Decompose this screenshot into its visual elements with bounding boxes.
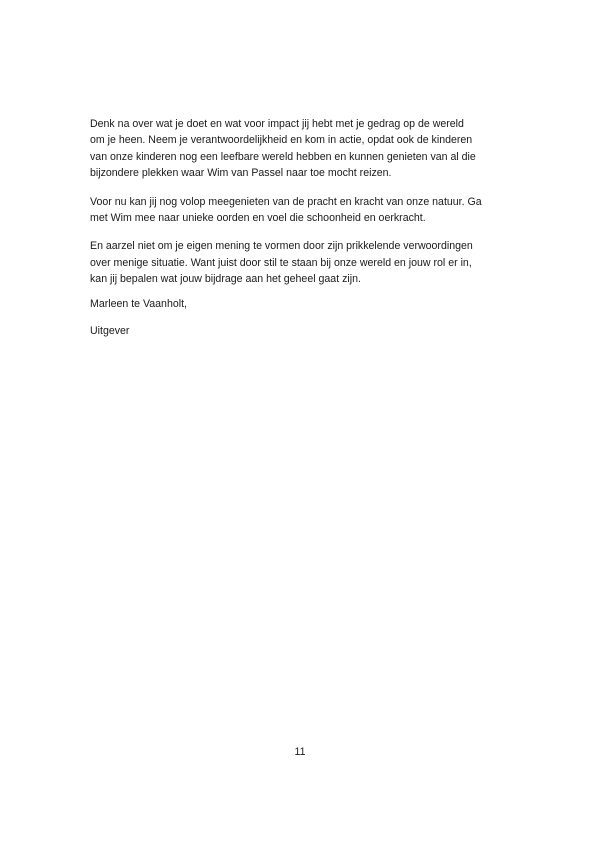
paragraph-2: Voor nu kan jij nog volop meegenieten van de pracht en kracht van onze natuur. Ga met Wim mee naar unieke oorden en voel die schoonheid en oerkracht. <box>90 195 482 225</box>
paragraph-1: Denk na over wat je doet en wat voor impact jij hebt met je gedrag op de wereld om je heen. Neem je verantwoordelijkheid en kom in actie, opdat ook de kinderen van onze kinderen nog een leefbare wereld hebben en kunnen genieten van al die bijzondere plekken waar Wim van Passel naar toe mocht reizen. <box>90 118 476 180</box>
signature-block <box>90 296 390 350</box>
signature-role: Uitgever <box>90 325 130 337</box>
signature-name: Marleen te Vaanholt, <box>90 298 187 310</box>
page-number: 11 <box>294 746 306 758</box>
paragraph-3: En aarzel niet om je eigen mening te vormen door zijn prikkelende verwoordingen over menige situatie. Want juist door stil te staan bij onze wereld en jouw rol er in, kan jij bepalen wat jouw bijdrage aan het geheel gaat zijn. <box>90 240 473 286</box>
body-text <box>90 116 520 300</box>
